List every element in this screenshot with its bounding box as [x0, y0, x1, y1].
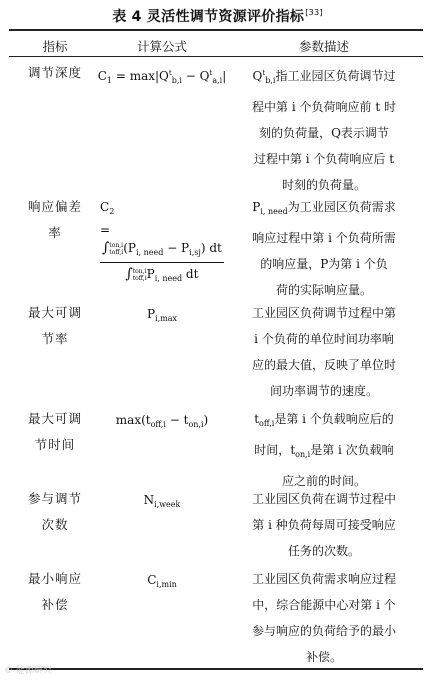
integral-sign: ∫ — [102, 240, 110, 256]
description-line: 响应过程中第 i 个负荷所需 — [252, 231, 396, 245]
indicator-cell-4 — [20, 406, 90, 458]
description-cell-6 — [238, 566, 410, 670]
top-rule — [9, 29, 423, 31]
description-line: 第 i 种负荷每周可接受响应 — [252, 518, 396, 532]
description-line: $t_{off,i}$是第 i 个负载响应后的 — [254, 412, 394, 428]
description-line: 补偿。 — [305, 650, 342, 664]
formula-cell-2: $C_2$ = ∫ton,i $toff,i(P_{i, need} - P_{i,sj})$ dt ∫ton,i $toff,iP_{i, need}$ dt — [100, 198, 232, 288]
description-line: $P_{i, need}$为工业园区负荷需求 — [252, 200, 396, 216]
indicator-line: 补偿 — [41, 597, 69, 612]
table-title-text: 表 4 灵活性调节资源评价指标 — [112, 9, 305, 25]
indicator-cell-5 — [20, 486, 90, 538]
description-line: $Q^t_{b,i}$指工业园区负荷调节过 — [252, 69, 396, 85]
indicator-line: 参与调节 — [27, 491, 82, 506]
description-line: 时间，$t_{on,i}$是第 i 次负载响 — [254, 443, 394, 459]
formula-cell-1: $C_1 = \max|Q^t_{b,i} - Q^t_{a,i}|$ — [97, 69, 227, 85]
indicator-line: 最大可调 — [27, 305, 82, 320]
indicator-cell-6 — [20, 566, 90, 618]
description-cell-2 — [238, 194, 410, 303]
indicator-line: 最大可调 — [27, 411, 82, 426]
formula-cell-4: $\max(t_{off,i} - t_{on,i})$ — [115, 413, 209, 429]
description-line: 工业园区负荷在调节过程中 — [251, 492, 396, 506]
indicator-cell-3 — [20, 300, 90, 352]
description-line: 荷的实际响应量。 — [275, 283, 372, 297]
fraction-numerator: ∫ton,i $toff,i(P_{i, need} - P_{i,sj})$ dt — [102, 240, 222, 257]
indicator-line: 次数 — [41, 517, 69, 532]
description-line: 刻的负荷量，Q表示调节 — [259, 126, 389, 140]
description-line: 间功率调节的速度。 — [269, 384, 378, 398]
indicator-line: 最小响应 — [27, 571, 82, 586]
table-title-ref: [33] — [305, 8, 323, 18]
fraction-denominator: ∫ton,i $toff,iP_{i, need}$ dt — [100, 262, 224, 288]
fraction — [100, 239, 224, 288]
indicator-line: 调节深度 — [27, 65, 82, 80]
description-line: 的响应量，P为第 i 个负 — [260, 257, 388, 271]
description-line: 时刻的负荷量。 — [281, 178, 366, 192]
description-cell-1 — [238, 60, 410, 198]
indicator-line: 响应偏差 — [27, 199, 82, 214]
description-line: 任务的次数。 — [287, 544, 360, 558]
description-line: 程中第 i 个负荷响应前 t 时 — [252, 100, 396, 114]
header-indicator: 指标 — [42, 39, 68, 54]
formula-cell-6: $C_{i,min}$ — [147, 573, 177, 589]
indicator-cell-2 — [20, 194, 90, 246]
header-formula: 计算公式 — [136, 39, 187, 54]
bottom-rule — [9, 668, 423, 670]
description-line: 工业园区负荷需求响应过程 — [251, 572, 396, 586]
header-description: 参数描述 — [298, 39, 349, 54]
table-title — [0, 6, 435, 26]
description-line: 参与响应的负荷给予的最小 — [251, 624, 396, 638]
watermark: © 能源研究 — [4, 666, 52, 676]
description-cell-4 — [238, 406, 410, 494]
formula-cell-3: $P_{i,max}$ — [146, 307, 178, 323]
indicator-line: 节时间 — [34, 437, 76, 452]
indicator-cell-1 — [20, 60, 90, 86]
description-line: 应之前的时间。 — [281, 474, 366, 488]
indicator-line: 节率 — [41, 331, 69, 346]
description-line: 应的最大值，反映了单位时 — [251, 358, 396, 372]
formula-cell-5: $N_{i,week}$ — [143, 493, 181, 509]
description-cell-3 — [238, 300, 410, 404]
indicator-line: 率 — [48, 225, 62, 240]
description-line: 工业园区负荷调节过程中第 — [251, 306, 396, 320]
description-line: 过程中第 i 个负荷响应后 t — [253, 152, 395, 166]
description-line: 中，综合能源中心对第 i 个 — [252, 598, 396, 612]
description-line: i 个负荷的单位时间功率响 — [254, 332, 394, 346]
description-cell-5 — [238, 486, 410, 564]
header-rule — [9, 56, 423, 57]
fraction-formula: = ∫ton,i $toff,i(P_{i, need} - P_{i,sj})$ dt ∫ton,i $toff,iP_{i, need}$ dt — [100, 221, 232, 288]
